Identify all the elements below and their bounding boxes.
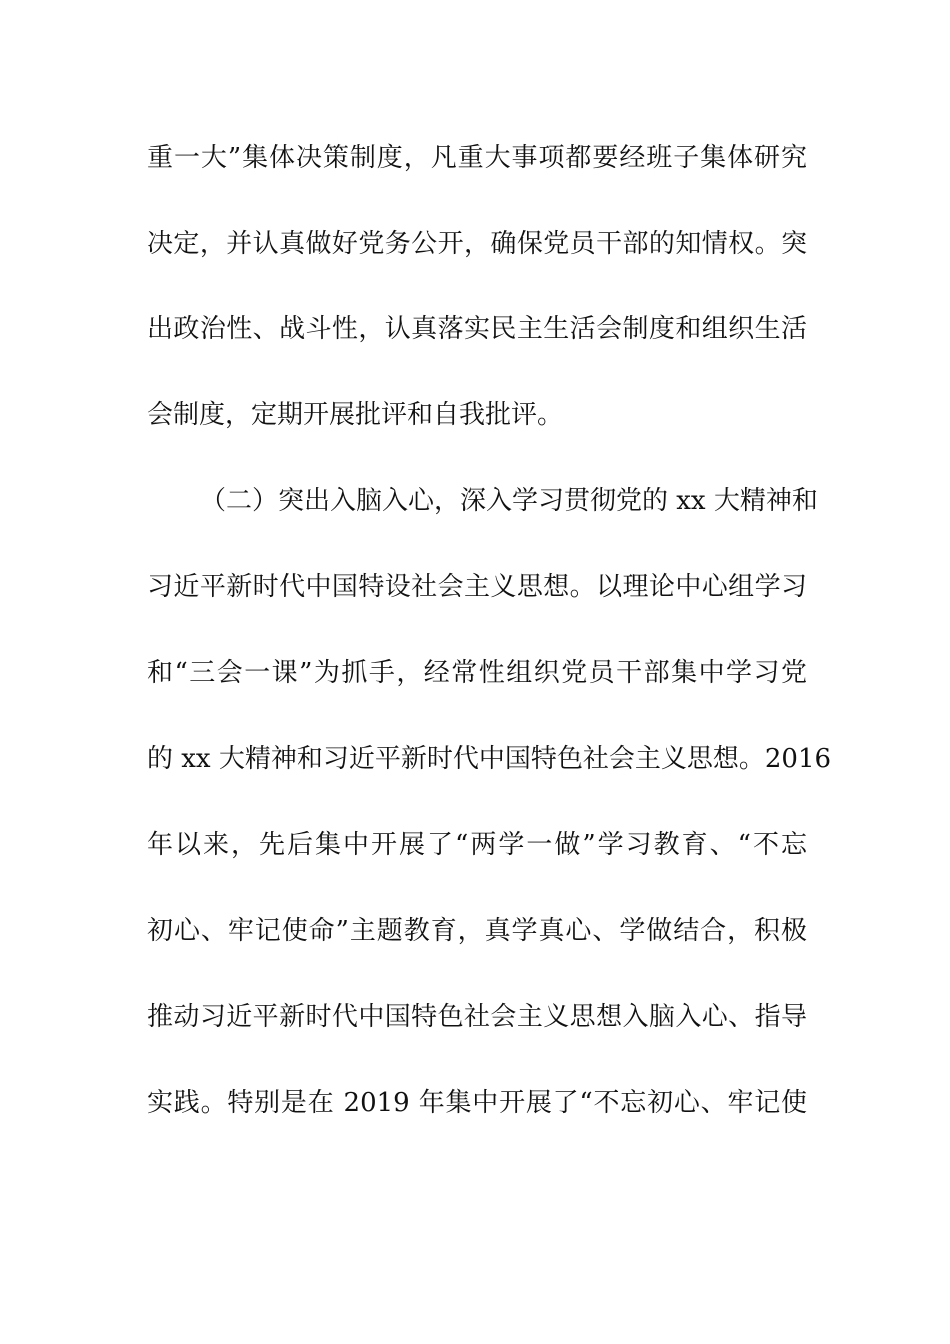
paragraph-line: （二）突出入脑入心，深入学习贯彻党的 xx 大精神和 [200, 486, 818, 516]
paragraph-line: 会制度，定期开展批评和自我批评。 [147, 400, 564, 430]
paragraph-line: 和“三会一课”为抓手，经常性组织党员干部集中学习党 [147, 658, 807, 688]
paragraph-line: 推动习近平新时代中国特色社会主义思想入脑入心、指导 [147, 1002, 807, 1032]
paragraph-line: 习近平新时代中国特设社会主义思想。以理论中心组学习 [147, 572, 807, 602]
paragraph-line: 决定，并认真做好党务公开，确保党员干部的知情权。突 [147, 229, 807, 259]
paragraph-line: 年以来，先后集中开展了“两学一做”学习教育、“不忘 [147, 830, 807, 860]
paragraph-line: 的 xx 大精神和习近平新时代中国特色社会主义思想。2016 [147, 744, 832, 774]
paragraph-line: 出政治性、战斗性，认真落实民主生活会制度和组织生活 [147, 314, 807, 344]
paragraph-line: 实践。特别是在 2019 年集中开展了“不忘初心、牢记使 [147, 1088, 807, 1118]
paragraph-line: 初心、牢记使命”主题教育，真学真心、学做结合，积极 [147, 916, 807, 946]
paragraph-line: 重一大”集体决策制度，凡重大事项都要经班子集体研究 [147, 143, 807, 173]
